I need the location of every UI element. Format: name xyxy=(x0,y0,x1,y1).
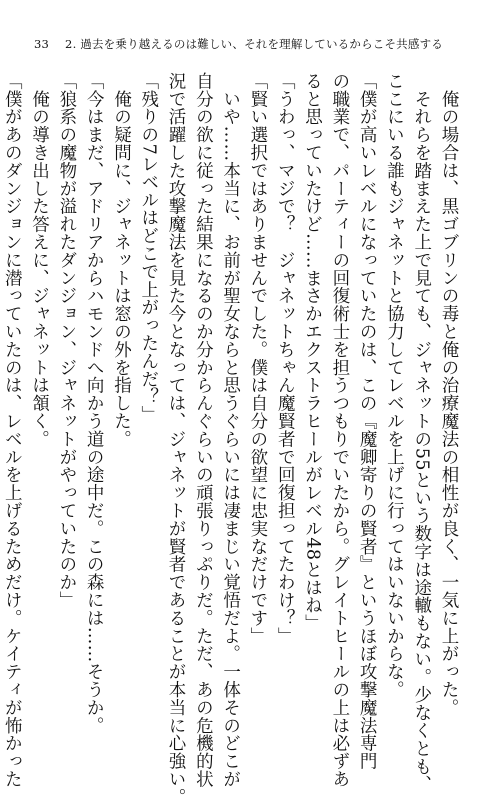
text-line: 「残りの7レベルはどこで上がったんだ？」 xyxy=(138,72,159,424)
text-line: 「僕があのダンジョンに潜っていたのは、レベルを上げるためだけ。ケイティが怖かった xyxy=(2,72,23,788)
running-header xyxy=(34,36,480,52)
text-line: 「今はまだ、アドリアからハモンドへ向かう道の途中だ。この森には……そうか。 xyxy=(84,72,105,735)
text-line: 俺の疑問に、ジャネットは窓の外を指した。 xyxy=(111,72,132,448)
text-line: それらを踏まえた上で見ても、ジャネットの55という数字は途轍もない。少なくとも、 xyxy=(411,72,432,794)
chapter-title: 2. 過去を乗り越えるのは難しい、それを理解しているからこそ共感する xyxy=(65,37,443,51)
text-line: 「賢い選択ではありませんでした。僕は自分の欲望に忠実なだけです」 xyxy=(247,72,268,645)
text-line: ここにいる誰もジャネットと協力してレベルを上げに行ってはいないからな。 xyxy=(384,72,405,699)
text-line: 俺の場合は、黒ゴブリンの毒と俺の治療魔法の相性が良く、一気に上がった。 xyxy=(439,72,459,717)
text-line: いや……本当に、お前が聖女ならと思うぐらいには凄まじい覚悟だよ。一体そのどこが xyxy=(220,72,241,788)
text-line: 「僕が高いレベルになっていたのは、この『魔卿寄りの賢者』というほぼ攻撃魔法専門 xyxy=(357,72,378,771)
vertical-text-body xyxy=(2,72,462,806)
text-line: 「狼系の魔物が溢れたダンジョン、ジャネットがやっていたのか」 xyxy=(56,72,77,609)
text-line: の職業で、パーティーの回復術士を担うつもりでいたから。グレイトヒールの上は必ずあ xyxy=(329,72,350,788)
text-line: 俺の導き出した答えに、ジャネットは頷く。 xyxy=(29,72,50,448)
text-line: ると思っていたけど……まさかエクストラヒールがレベル48とはね」 xyxy=(302,72,323,633)
text-line: 「うわっ、マジで？ ジャネットちゃん魔賢者で回復担ってたわけ？」 xyxy=(275,72,296,645)
page-number: 33 xyxy=(34,37,50,51)
text-line: 況で活躍した攻撃魔法を見た今となっては、ジャネットが賢者であることが本当に心強い。 xyxy=(166,72,187,806)
text-line: 自分の欲に従った結果になるのか分からんぐらいの頑張りっぷりだ。ただ、あの危機的状 xyxy=(193,72,214,788)
